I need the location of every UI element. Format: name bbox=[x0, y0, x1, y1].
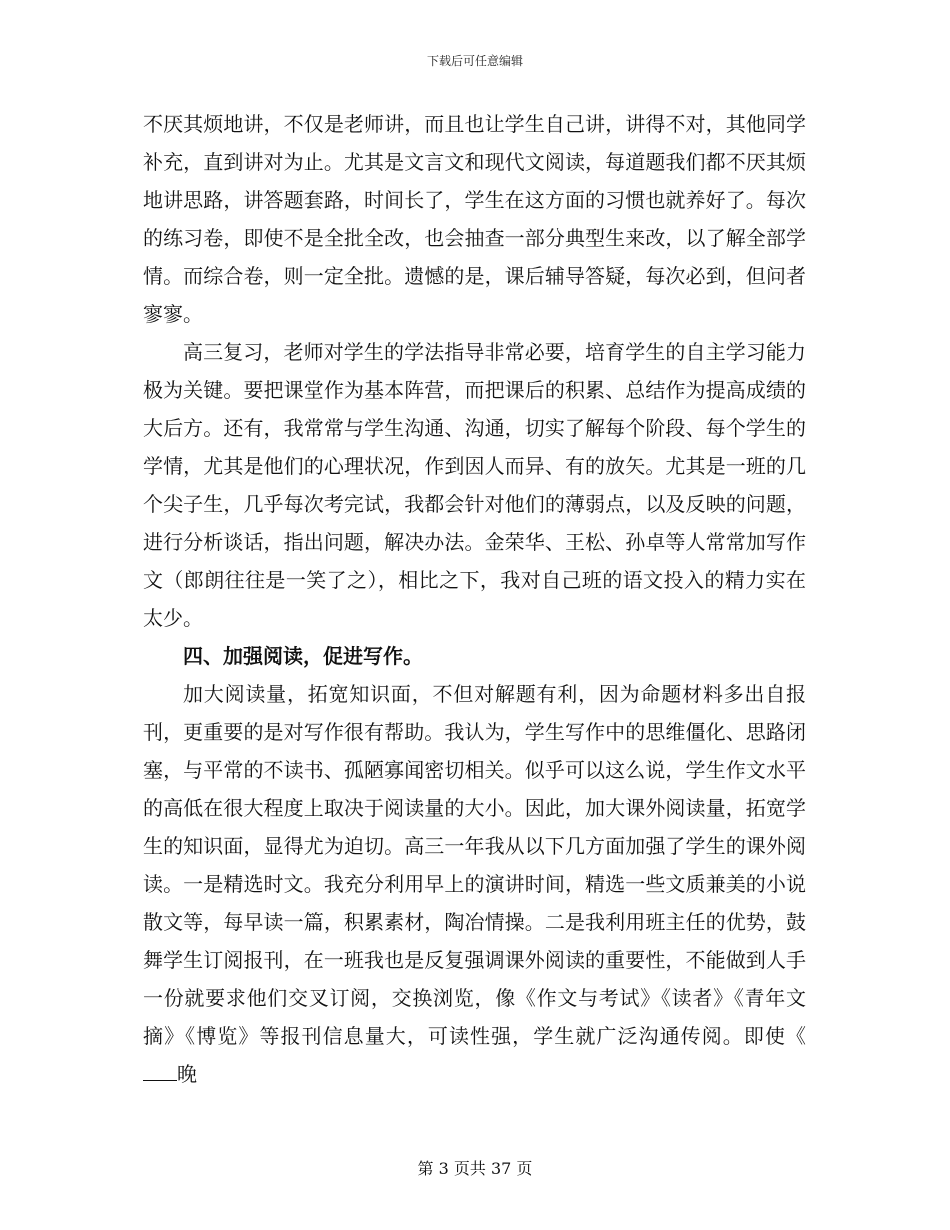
document-body bbox=[143, 105, 806, 1093]
paragraph-reading bbox=[143, 675, 806, 1093]
paragraph-continued: 不厌其烦地讲，不仅是老师讲，而且也让学生自己讲，讲得不对，其他同学补充，直到讲对为止。尤其是文言文和现代文阅读，每道题我们都不厌其烦地讲思路，讲答题套路，时间长了，学生在这方面的习惯也就养好了。每次的练习卷，即使不是全批全改，也会抽查一部分典型生来改，以了解全部学情。而综合卷，则一定全批。遗憾的是，课后辅导答疑，每次必到，但问者寥寥。 bbox=[143, 112, 806, 326]
paragraph-reading-tail: 晚 bbox=[177, 1062, 197, 1086]
page-number-footer: 第 3 页共 37 页 bbox=[417, 1159, 533, 1178]
blank-underline bbox=[143, 1062, 177, 1081]
section-heading-4: 四、加强阅读，促进写作。 bbox=[183, 644, 423, 668]
page-header-note: 下载后可任意编辑 bbox=[426, 54, 523, 68]
paragraph-study-guidance: 高三复习，老师对学生的学法指导非常必要，培育学生的自主学习能力极为关键。要把课堂作为基本阵营，而把课后的积累、总结作为提高成绩的大后方。还有，我常常与学生沟通、沟通，切实了解每个阶段、每个学生的学情，尤其是他们的心理状况，作到因人而异、有的放矢。尤其是一班的几个尖子生，几乎每次考完试，我都会针对他们的薄弱点，以及反映的问题，进行分析谈话，指出问题，解决办法。金荣华、王松、孙卓等人常常加写作文（郎朗往往是一笑了之），相比之下，我对自己班的语文投入的精力实在太少。 bbox=[143, 340, 806, 630]
paragraph-reading-main: 加大阅读量，拓宽知识面，不但对解题有利，因为命题材料多出自报刊，更重要的是对写作很有帮助。我认为，学生写作中的思维僵化、思路闭塞，与平常的不读书、孤陋寡闻密切相关。似乎可以这么说，学生作文水平的高低在很大程度上取决于阅读量的大小。因此，加大课外阅读量，拓宽学生的知识面，显得尤为迫切。高三一年我从以下几方面加强了学生的课外阅读。一是精选时文。我充分利用早上的演讲时间，精选一些文质兼美的小说散文等，每早读一篇，积累素材，陶冶情操。二是我利用班主任的优势，鼓舞学生订阅报刊，在一班我也是反复强调课外阅读的重要性，不能做到人手一份就要求他们交叉订阅，交换浏览，像《作文与考试》《读者》《青年文摘》《博览》等报刊信息量大，可读性强，学生就广泛沟通传阅。即使《 bbox=[143, 682, 806, 1048]
